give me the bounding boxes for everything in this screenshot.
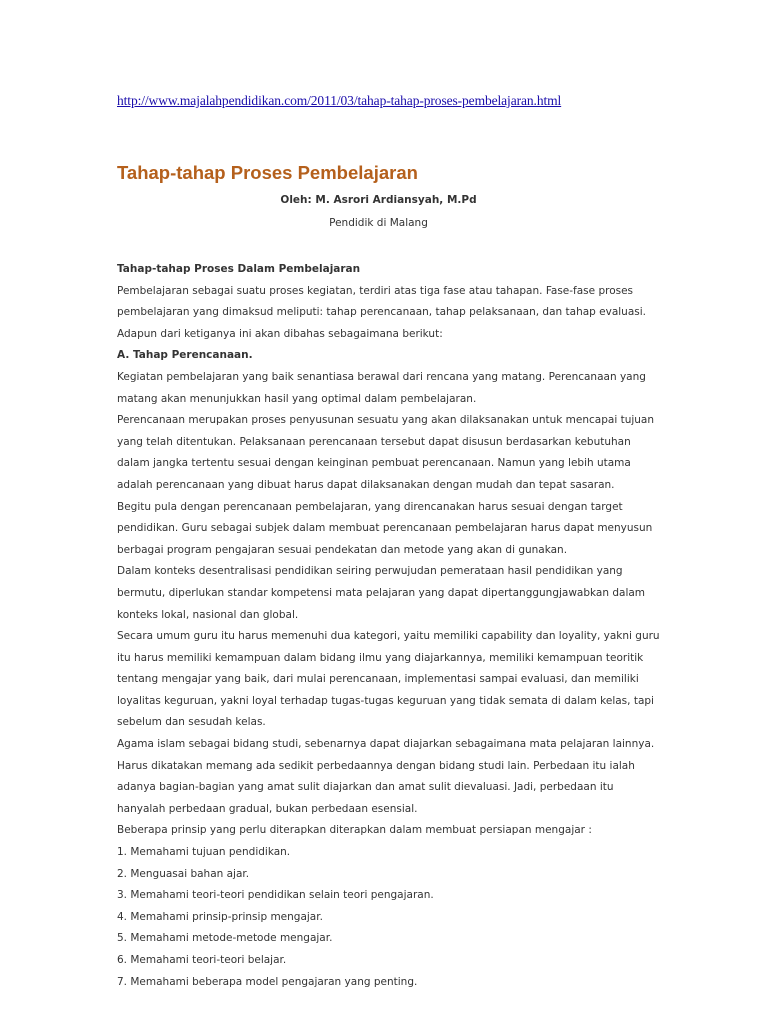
body-line: 1. Memahami tujuan pendidikan. xyxy=(117,846,291,859)
body-line: Adapun dari ketiganya ini akan dibahas sebagaimana berikut: xyxy=(117,327,443,340)
body-line: adalah perencanaan yang dibuat harus dapat dilaksanakan dengan mudah dan tepat sasaran. xyxy=(117,478,615,491)
body-line: pembelajaran yang dimaksud meliputi: tahap perencanaan, tahap pelaksanaan, dan tahap evaluasi. xyxy=(117,306,646,319)
body-line: Perencanaan merupakan proses penyusunan sesuatu yang akan dilaksanakan untuk mencapai tujuan xyxy=(117,414,655,427)
section-heading: A. Tahap Perencanaan. xyxy=(117,349,253,362)
body-line: bermutu, diperlukan standar kompetensi mata pelajaran yang dapat dipertanggungjawabkan dalam xyxy=(117,586,646,599)
body-line: Harus dikatakan memang ada sedikit perbedaannya dengan bidang studi lain. Perbedaan itu ialah xyxy=(117,759,635,772)
body-line: loyalitas keguruan, yakni loyal terhadap tugas-tugas keguruan yang tidak semata di dalam kelas, tapi xyxy=(117,694,654,707)
body-line: 4. Memahami prinsip-prinsip mengajar. xyxy=(117,910,323,923)
body-line: berbagai program pengajaran sesuai pendekatan dan metode yang akan di gunakan. xyxy=(117,543,568,556)
body-line: Beberapa prinsip yang perlu diterapkan diterapkan dalam membuat persiapan mengajar : xyxy=(117,824,592,837)
body-line: Agama islam sebagai bidang studi, sebenarnya dapat diajarkan sebagaimana mata pelajaran lainnya. xyxy=(117,738,655,751)
body-line: yang telah ditentukan. Pelaksanaan perencanaan tersebut dapat disusun berdasarkan kebutuhan xyxy=(117,435,631,448)
author-line: Oleh: M. Asrori Ardiansyah, M.Pd xyxy=(280,194,477,206)
body-line: Begitu pula dengan perencanaan pembelajaran, yang direncanakan harus sesuai dengan target xyxy=(117,500,623,513)
author-role: Pendidik di Malang xyxy=(329,217,428,229)
body-line: adanya bagian-bagian yang amat sulit diajarkan dan amat sulit dievaluasi. Jadi, perbedaan itu xyxy=(117,781,614,794)
body-line: Kegiatan pembelajaran yang baik senantiasa berawal dari rencana yang matang. Perencanaan yang xyxy=(117,370,646,383)
body-line: 5. Memahami metode-metode mengajar. xyxy=(117,932,333,945)
body-line: tentang mengajar yang baik, dari mulai perencanaan, implementasi sampai evaluasi, dan memiliki xyxy=(117,673,639,686)
source-url-link[interactable]: http://www.majalahpendidikan.com/2011/03/tahap-tahap-proses-pembelajaran.html xyxy=(117,93,562,108)
body-line: hanyalah perbedaan gradual, bukan perbedaan esensial. xyxy=(117,802,418,815)
body-line: dalam jangka tertentu sesuai dengan keinginan pembuat perencanaan. Namun yang lebih utama xyxy=(117,457,631,470)
body-line: sebelum dan sesudah kelas. xyxy=(117,716,266,729)
body-line: itu harus memiliki kemampuan dalam bidang ilmu yang diajarkannya, memiliki kemampuan teoritik xyxy=(117,651,644,664)
body-line: 7. Memahami beberapa model pengajaran yang penting. xyxy=(117,975,418,988)
body-line: Secara umum guru itu harus memenuhi dua kategori, yaitu memiliki capability dan loyality, yakni guru xyxy=(117,630,660,643)
body-line: 6. Memahami teori-teori belajar. xyxy=(117,954,287,966)
body-line: 3. Memahami teori-teori pendidikan selain teori pengajaran. xyxy=(117,889,434,902)
article-title: Tahap-tahap Proses Pembelajaran xyxy=(117,162,418,183)
body-line: konteks lokal, nasional dan global. xyxy=(117,608,299,621)
body-line: 2. Menguasai bahan ajar. xyxy=(117,867,250,880)
section-heading: Tahap-tahap Proses Dalam Pembelajaran xyxy=(117,263,361,275)
article-body xyxy=(117,259,660,993)
body-line: matang akan menunjukkan hasil yang optimal dalam pembelajaran. xyxy=(117,392,477,405)
body-line: Dalam konteks desentralisasi pendidikan seiring perwujudan pemerataan hasil pendidikan yang xyxy=(117,565,623,578)
body-line: Pembelajaran sebagai suatu proses kegiatan, terdiri atas tiga fase atau tahapan. Fase-fase proses xyxy=(117,284,634,297)
body-line: pendidikan. Guru sebagai subjek dalam membuat perencanaan pembelajaran harus dapat menyusun xyxy=(117,522,653,535)
